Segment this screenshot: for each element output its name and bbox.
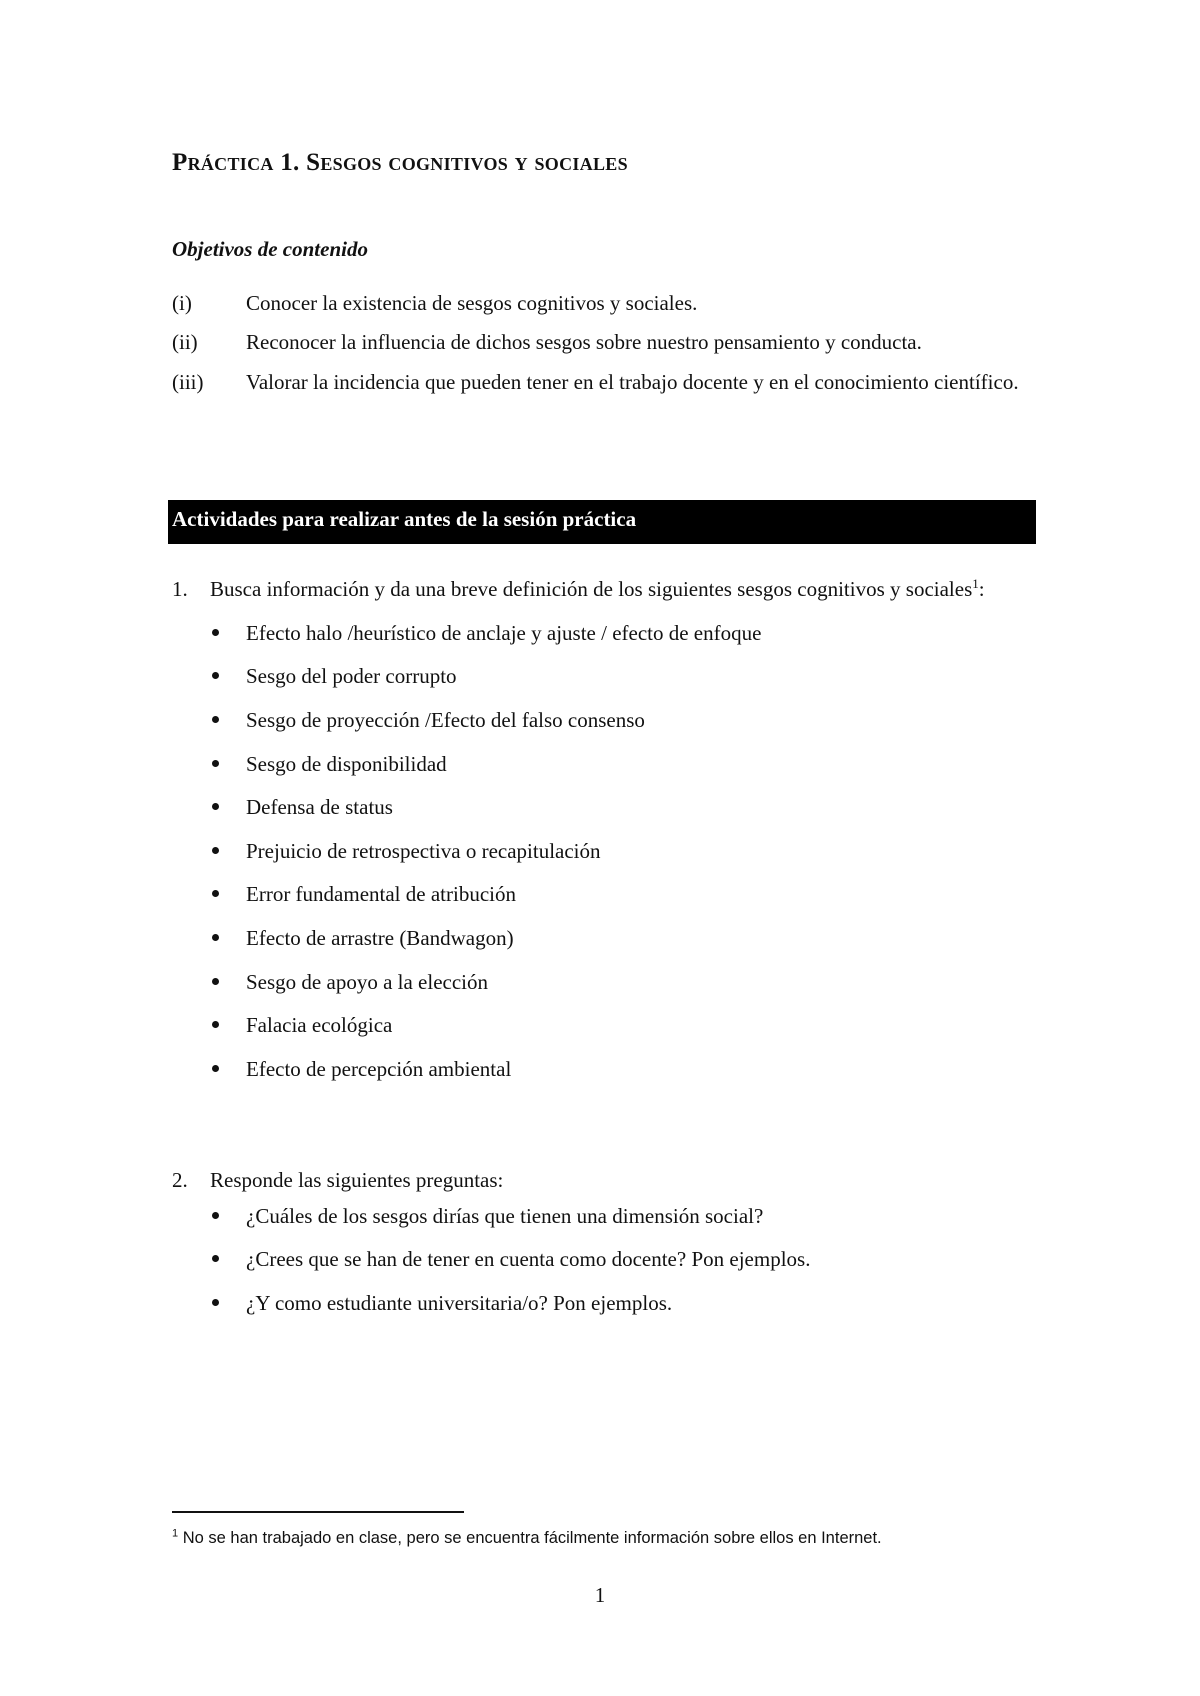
- list-item: [172, 751, 1038, 795]
- footnote: [172, 1528, 882, 1549]
- footnote-reference[interactable]: 1: [972, 576, 979, 591]
- activity-2-text: Responde las siguientes preguntas:: [210, 1168, 504, 1192]
- list-item-text: ¿Cuáles de los sesgos dirías que tienen una dimensión social?: [246, 1203, 764, 1228]
- list-item-text: ¿Y como estudiante universitaria/o? Pon ejemplos.: [246, 1291, 673, 1316]
- list-item: [172, 925, 1038, 969]
- list-item-text: Efecto de percepción ambiental: [246, 1056, 512, 1081]
- page-number: 1: [594, 1583, 606, 1607]
- objective-text: Reconocer la influencia de dichos sesgos sobre nuestro pensamiento y conducta.: [246, 330, 922, 355]
- list-item-text: Sesgo de proyección /Efecto del falso consenso: [246, 708, 645, 733]
- list-item: [172, 707, 1038, 751]
- bullet-icon: [212, 1255, 219, 1262]
- footnote-mark: 1: [172, 1527, 179, 1540]
- list-item: [172, 1246, 1038, 1290]
- footnote-separator: [172, 1511, 464, 1513]
- footnote-text: No se han trabajado en clase, pero se encuentra fácilmente información sobre ellos en Internet.: [182, 1529, 882, 1547]
- activity-1: [172, 570, 1038, 1099]
- question-list: [172, 1203, 1038, 1334]
- bullet-icon: [212, 890, 219, 897]
- list-item: [172, 1290, 1038, 1334]
- objective-text: Conocer la existencia de sesgos cognitivos y sociales.: [246, 291, 698, 315]
- list-item: [172, 1203, 1038, 1247]
- document-title: Práctica 1. Sesgos cognitivos y sociales: [172, 149, 628, 176]
- list-item: [172, 1056, 1038, 1100]
- bullet-icon: [212, 1065, 219, 1072]
- objective-text: Valorar la incidencia que pueden tener en el trabajo docente y en el conocimiento científico.: [246, 369, 1019, 394]
- list-item: [172, 881, 1038, 925]
- activity-2-instruction: [172, 1161, 1038, 1201]
- list-item-text: Sesgo del poder corrupto: [246, 664, 457, 689]
- list-item: [172, 620, 1038, 664]
- list-item-text: Efecto de arrastre (Bandwagon): [246, 926, 514, 951]
- bullet-icon: [212, 934, 219, 941]
- bullet-icon: [212, 978, 219, 985]
- list-item: [172, 663, 1038, 707]
- objective-item: (iii) Valorar la incidencia que pueden tener en el trabajo docente y en el conocimiento científico.: [172, 369, 1019, 394]
- list-item-text: Falacia ecológica: [246, 1013, 393, 1038]
- bullet-icon: [212, 1212, 219, 1219]
- list-item-text: ¿Crees que se han de tener en cuenta como docente? Pon ejemplos.: [246, 1247, 811, 1272]
- list-item: [172, 838, 1038, 882]
- bullet-icon: [212, 847, 219, 854]
- objective-item: (ii) Reconocer la influencia de dichos sesgos sobre nuestro pensamiento y conducta.: [172, 330, 922, 355]
- bullet-icon: [212, 1299, 219, 1306]
- objective-item: (i) Conocer la existencia de sesgos cognitivos y sociales.: [172, 291, 698, 315]
- bias-list: [172, 620, 1038, 1100]
- list-item-text: Defensa de status: [246, 795, 393, 820]
- list-item-text: Sesgo de apoyo a la elección: [246, 969, 488, 994]
- section-banner: Actividades para realizar antes de la sesión práctica: [168, 500, 1036, 544]
- activity-number: 2.: [172, 1168, 188, 1192]
- list-item-text: Error fundamental de atribución: [246, 882, 516, 907]
- bullet-icon: [212, 1021, 219, 1028]
- list-item: [172, 969, 1038, 1013]
- objectives-list: [172, 290, 1052, 408]
- objectives-heading: Objetivos de contenido: [172, 237, 368, 261]
- list-item-text: Efecto halo /heurístico de anclaje y ajuste / efecto de enfoque: [246, 620, 762, 645]
- list-item: [172, 794, 1038, 838]
- list-item-text: Prejuicio de retrospectiva o recapitulación: [246, 838, 601, 863]
- bullet-icon: [212, 672, 219, 679]
- bullet-icon: [212, 803, 219, 810]
- list-item: [172, 1012, 1038, 1056]
- list-item-text: Sesgo de disponibilidad: [246, 751, 447, 776]
- activity-2: [172, 1161, 1038, 1334]
- activity-number: 1.: [172, 577, 188, 601]
- bullet-icon: [212, 716, 219, 723]
- bullet-icon: [212, 760, 219, 767]
- bullet-icon: [212, 629, 219, 636]
- activity-1-instruction: [172, 570, 1038, 610]
- activity-1-text-end: :: [978, 577, 985, 601]
- activity-1-text: Busca información y da una breve definición de los siguientes sesgos cognitivos y sociales: [210, 577, 973, 601]
